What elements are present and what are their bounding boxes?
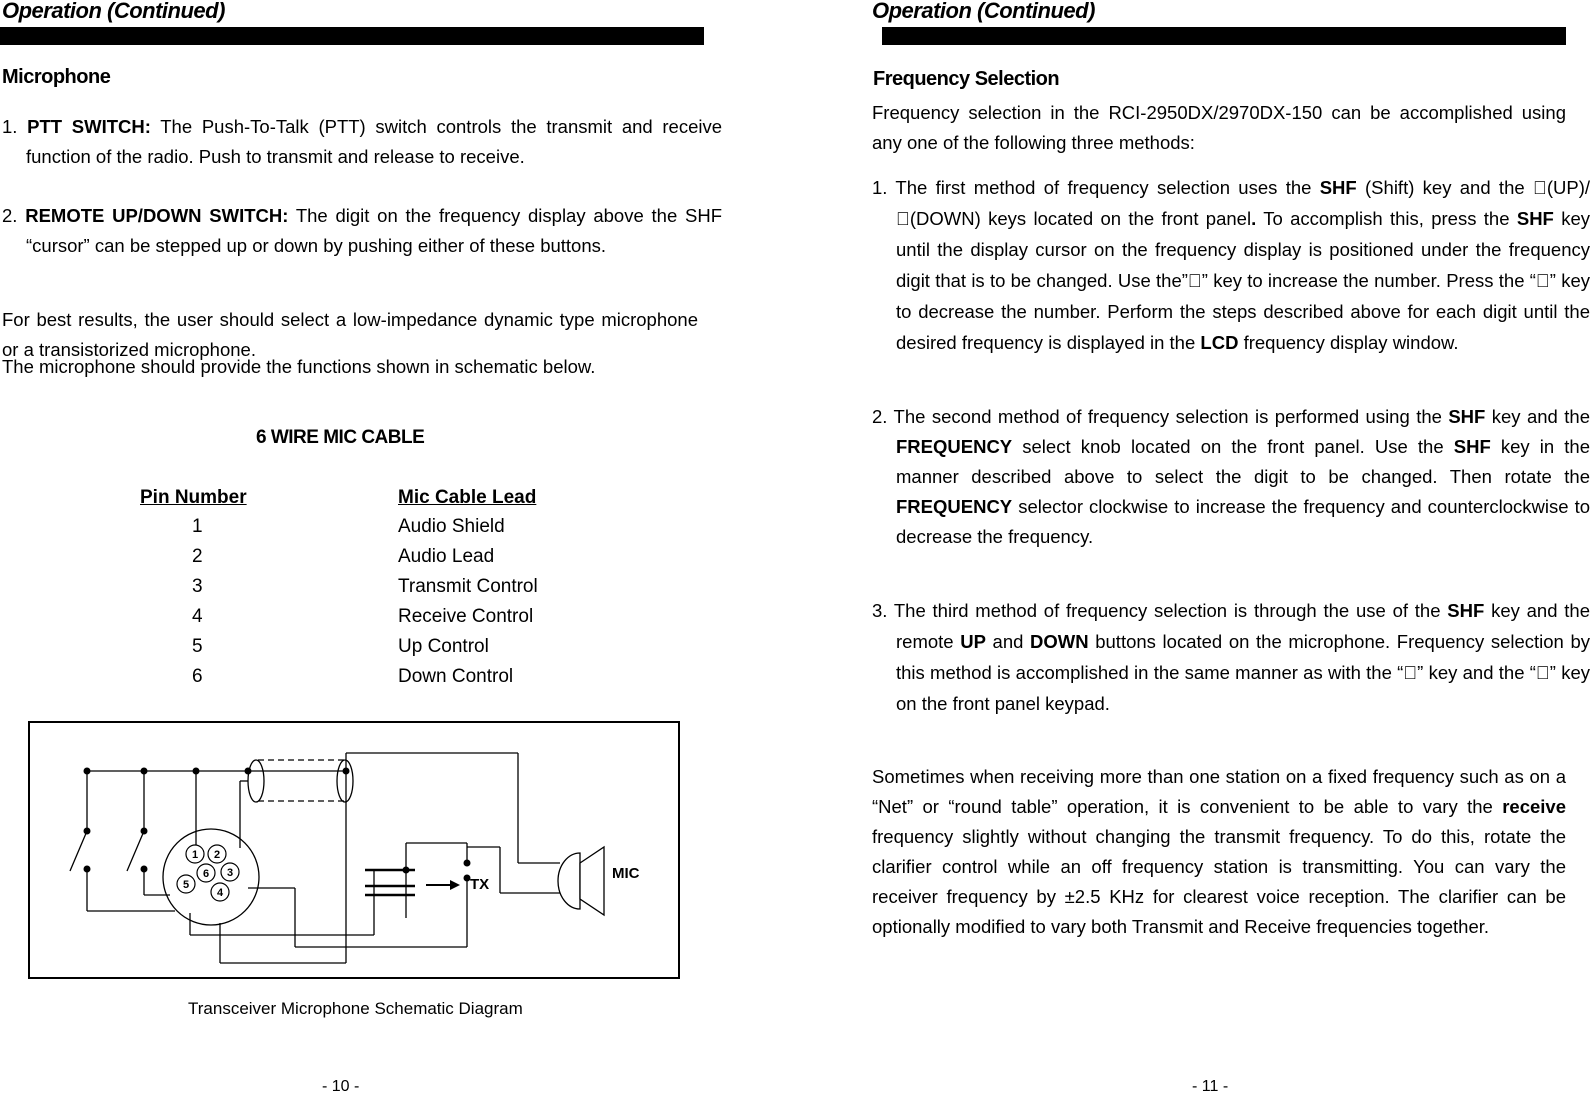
text-run: Sometimes when receiving more than one station on a fixed frequency such as on a “Net” or “round table” operation, it is convenient to be able to vary the [872,766,1566,817]
remote-switch-label: REMOTE UP/DOWN SWITCH: [25,205,289,226]
schematic-diagram [28,721,680,979]
pin-cell: 4 [192,606,203,627]
method-1-item [872,172,1590,358]
up-button-term: UP [960,631,986,652]
frequency-selection-title: Frequency Selection [873,68,1060,90]
schematic-svg [30,723,678,977]
text-run: . [1225,208,1231,229]
pin-label-4: 4 [216,887,224,899]
lead-cell: Transmit Control [398,576,538,597]
lead-cell: Audio Shield [398,516,505,537]
item-number: 1. [2,116,18,137]
item-number: 3. [872,600,888,621]
frequency-knob-term: FREQUENCY [896,496,1013,517]
pin-cell: 3 [192,576,203,597]
text-run: select knob located on the front panel. Use the [1012,436,1454,457]
text-run: To accomplish this, press the [1230,208,1480,229]
receive-term: receive [1502,796,1566,817]
text-run: key in the manner described above to select the digit to be changed. Then rotate the [896,436,1590,487]
text-run: selector clockwise to increase the frequency and counterclockwise to decrease the frequency. [896,496,1590,547]
pin-label-6: 6 [202,868,210,880]
frequency-intro-paragraph: Frequency selection in the RCI-2950DX/2970DX-150 can be accomplished using any one of the following three methods: [872,102,1566,153]
pin-label-3: 3 [226,867,234,879]
remote-switch-item [2,201,722,261]
remote-switch-text: The digit on the frequency display above the SHF “cursor” can be stepped up or down by pushing either of these buttons. [26,205,722,256]
pin-number-header: Pin Number [140,487,247,508]
shf-key-term: SHF [1448,406,1486,427]
shf-key-term: SHF [1479,208,1517,229]
text-run: key and the remote [896,600,1590,652]
text-run: The first method of frequency selection uses the [887,177,1320,198]
right-header: Operation (Continued) [872,0,1095,23]
pin-cell: 1 [192,516,203,537]
mic-label: MIC [612,865,640,882]
down-button-term: DOWN [1030,631,1089,652]
ptt-switch-text: The Push-To-Talk (PTT) switch controls the transmit and receive function of the radio. Push to transmit and release to receive. [26,116,723,167]
shf-key-term: SHF [1453,436,1491,457]
lead-cell: Down Control [398,666,514,687]
lead-cell: Receive Control [398,606,534,627]
frequency-knob-term: FREQUENCY [896,436,1013,457]
text-run: frequency slightly without changing the transmit frequency. To do this, rotate the clarifier control while an off frequency station is transmitting. You can vary the receiver frequency by ±2.5 KHz for clearest voice reception. The clarifier can be optionally modified to vary both Transmit and Receive frequencies together. [872,826,1566,937]
shf-key-term: SHF [1447,600,1485,621]
microphone-section-title: Microphone [2,66,111,88]
schematic-caption: Transceiver Microphone Schematic Diagram [188,999,523,1018]
method-3-item [872,595,1590,719]
schematic-intro-paragraph: The microphone should provide the functions shown in schematic below. [2,356,596,377]
left-header-bar [0,27,704,45]
text-run: key until the display cursor on the frequency display is positioned under the frequency digit that is to be changed. Use the” ” key to increase the number. Press the “ ” key to decrease the number. Perform the steps described above for each digit until the desired frequency is displayed in the [896,208,1590,353]
text-run: and [985,631,1031,652]
pin-label-1: 1 [191,849,199,861]
right-page-number: - 11 - [1192,1078,1229,1095]
tx-label: TX [470,876,490,893]
pin-cell: 6 [192,666,203,687]
text-run: buttons located on the microphone. Frequency selection by this method is accomplished in the same manner as with the “ ” key and the “ ” key on the front panel keypad. [896,631,1590,714]
lead-cell: Audio Lead [398,546,495,567]
text-run: (Shift) key and the (UP)/ (DOWN) keys located on the front panel [896,177,1590,229]
shf-key-term: SHF [1319,177,1357,198]
text-run: The second method of frequency selection is performed using the [887,406,1449,427]
left-header: Operation (Continued) [2,0,225,23]
pin-cell: 2 [192,546,203,567]
item-number: 2. [872,406,888,427]
mic-cable-lead-header: Mic Cable Lead [398,487,537,508]
text-run: frequency display window. [1238,332,1459,353]
method-2-item [872,402,1590,552]
lcd-term: LCD [1200,332,1239,353]
left-page-number: - 10 - [322,1078,360,1095]
pin-label-2: 2 [213,849,221,861]
text-run: The third method of frequency selection is through the use of the [887,600,1448,621]
pin-label-5: 5 [182,879,190,891]
ptt-switch-item [2,112,722,172]
right-header-bar [882,27,1566,45]
best-results-paragraph: For best results, the user should select a low-impedance dynamic type microphone or a transistorized microphone. [2,309,698,360]
lead-cell: Up Control [398,636,489,657]
text-run: key and the [1485,406,1590,427]
clarifier-paragraph [872,762,1566,942]
item-number: 2. [2,205,18,226]
ptt-switch-label: PTT SWITCH: [27,116,151,137]
item-number: 1. [872,177,888,198]
pin-cell: 5 [192,636,203,657]
table-title: 6 WIRE MIC CABLE [256,427,425,448]
